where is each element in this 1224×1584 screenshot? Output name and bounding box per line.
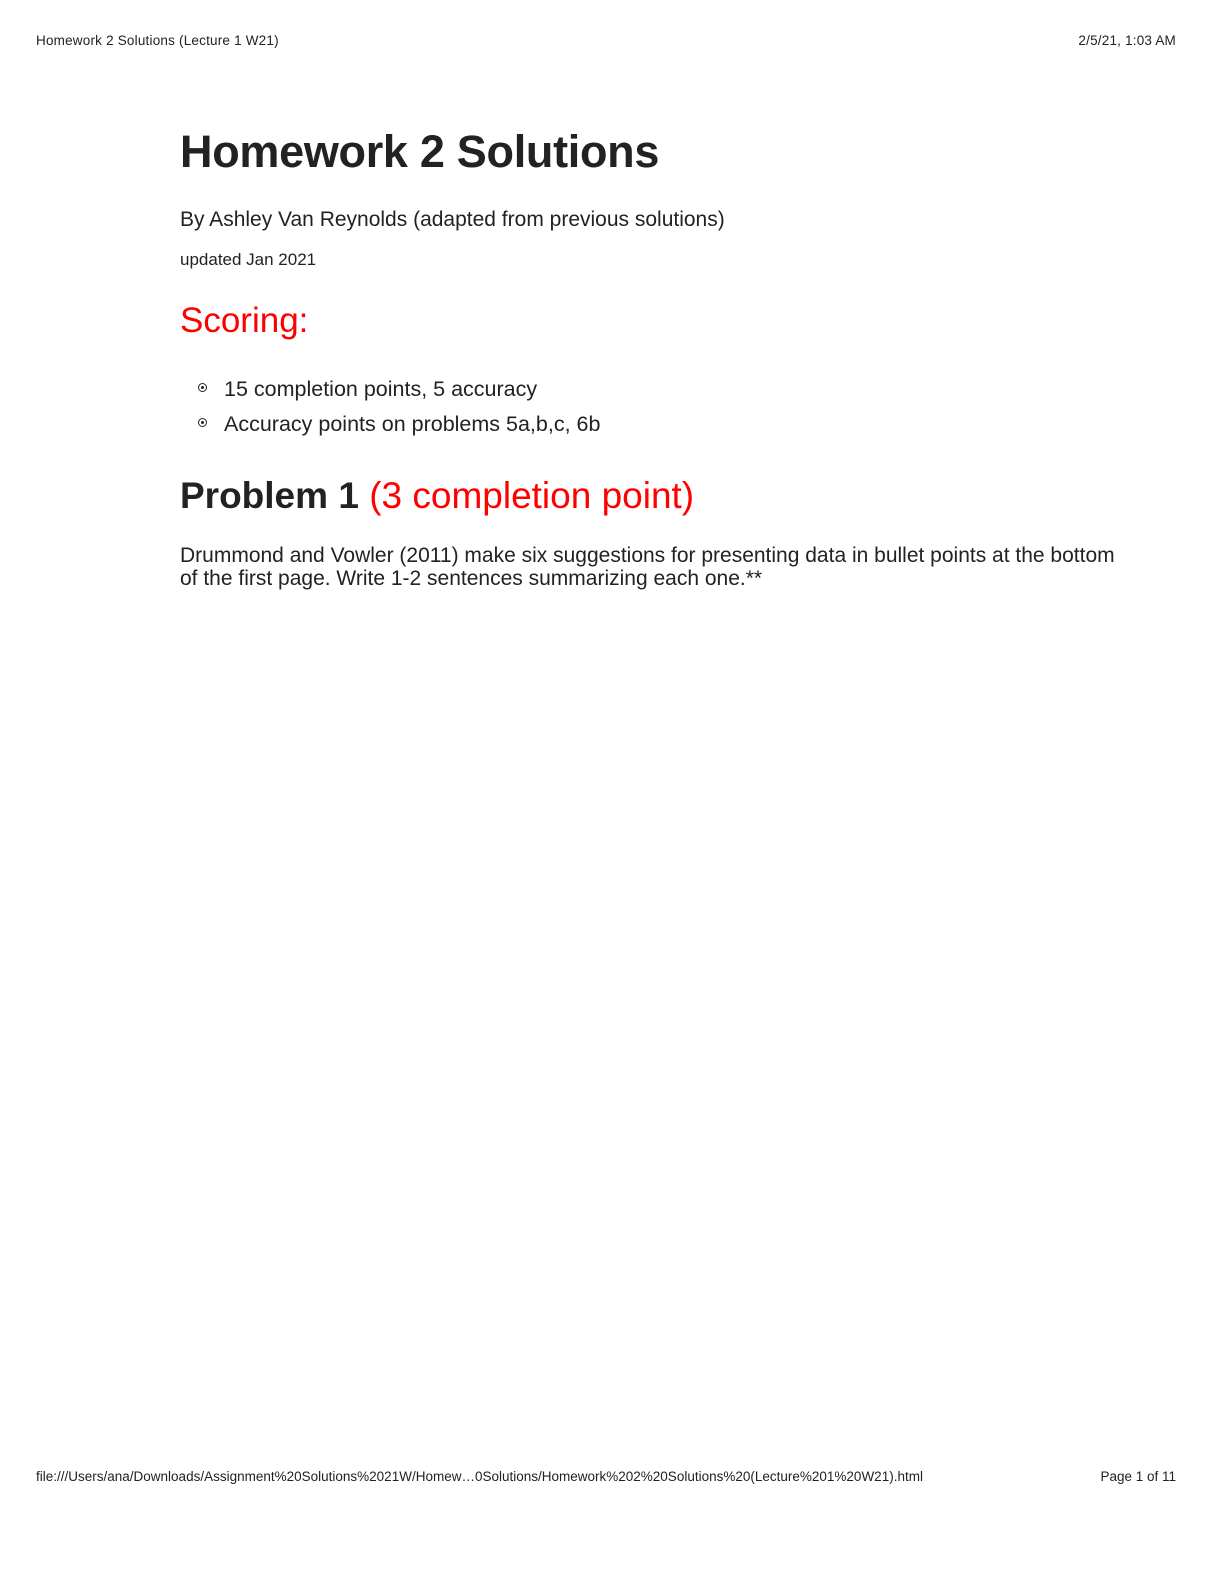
document-content — [180, 120, 1130, 590]
print-footer-page-number: Page 1 of 11 — [1100, 1469, 1176, 1484]
list-item — [224, 407, 1130, 442]
list-item — [224, 372, 1130, 407]
scoring-list — [180, 372, 1130, 442]
problem-1-heading — [180, 470, 1130, 522]
problem-1-points: (3 completion point) — [369, 475, 695, 516]
updated-line: updated Jan 2021 — [180, 250, 317, 269]
bullet-icon — [198, 383, 207, 392]
print-footer — [36, 1469, 1176, 1489]
problem-1-title: Problem 1 — [180, 475, 359, 516]
print-header-datetime: 2/5/21, 1:03 AM — [1078, 33, 1176, 48]
print-footer-url: file:///Users/ana/Downloads/Assignment%20Solutions%2021W/Homew…0Solutions/Homework%202%20Solutions%20(Lecture%201%20W21).html — [36, 1469, 923, 1484]
page-title: Homework 2 Solutions — [180, 126, 660, 177]
scoring-heading: Scoring: — [180, 301, 309, 340]
print-header-title: Homework 2 Solutions (Lecture 1 W21) — [36, 33, 279, 48]
scoring-item-text: 15 completion points, 5 accuracy — [224, 377, 538, 401]
bullet-icon — [198, 418, 207, 427]
author-line: By Ashley Van Reynolds (adapted from previous solutions) — [180, 208, 725, 231]
scoring-item-text: Accuracy points on problems 5a,b,c, 6b — [224, 412, 601, 436]
print-header — [36, 33, 1176, 53]
problem-1-text: Drummond and Vowler (2011) make six suggestions for presenting data in bullet points at the bottom of the first page. Write 1-2 sentences summarizing each one.** — [180, 544, 1115, 590]
